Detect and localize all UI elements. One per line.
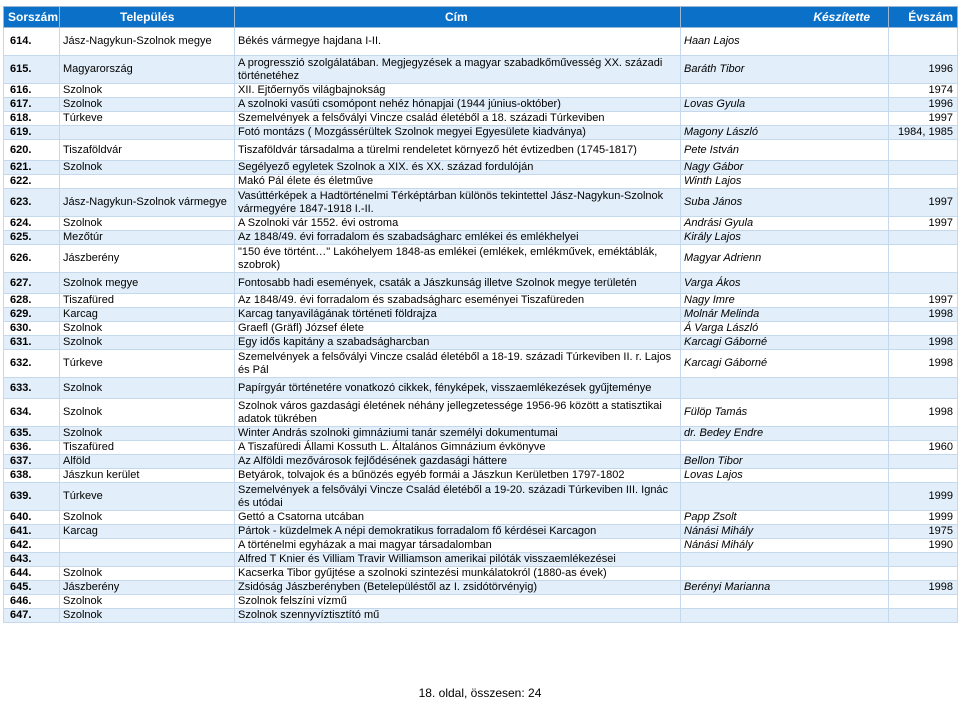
table-row (4, 28, 958, 56)
cell-author (681, 378, 889, 399)
table-row (4, 350, 958, 378)
cell-title: Fotó montázs ( Mozgássérültek Szolnok megyei Egyesülete kiadványa) (235, 126, 681, 140)
cell-number: 621. (4, 161, 60, 175)
cell-number: 630. (4, 322, 60, 336)
cell-place: Szolnok (60, 98, 235, 112)
table-row (4, 511, 958, 525)
table-row (4, 399, 958, 427)
cell-number: 633. (4, 378, 60, 399)
cell-author: Á Varga László (681, 322, 889, 336)
table-row (4, 56, 958, 84)
table-row (4, 595, 958, 609)
cell-place: Tiszafüred (60, 441, 235, 455)
table-row (4, 217, 958, 231)
cell-title: Papírgyár történetére vonatkozó cikkek, fényképek, visszaemlékezések gyűjteménye (235, 378, 681, 399)
cell-place: Túrkeve (60, 483, 235, 511)
cell-author (681, 595, 889, 609)
cell-author (681, 553, 889, 567)
cell-author: Andrási Gyula (681, 217, 889, 231)
table-row (4, 427, 958, 441)
cell-title: A progresszió szolgálatában. Megjegyzések a magyar szabadkőművesség XX. századi történetéhez (235, 56, 681, 84)
cell-place: Szolnok (60, 399, 235, 427)
cell-place: Szolnok (60, 217, 235, 231)
table-row (4, 483, 958, 511)
cell-number: 625. (4, 231, 60, 245)
cell-place: Tiszafüred (60, 294, 235, 308)
cell-place: Szolnok megye (60, 273, 235, 294)
cell-number: 642. (4, 539, 60, 553)
cell-title: XII. Ejtőernyős világbajnokság (235, 84, 681, 98)
cell-year: 1998 (889, 581, 958, 595)
cell-year (889, 245, 958, 273)
cell-number: 619. (4, 126, 60, 140)
cell-place: Szolnok (60, 336, 235, 350)
cell-year (889, 161, 958, 175)
table-row (4, 336, 958, 350)
table-row (4, 245, 958, 273)
cell-title: Karcag tanyavilágának történeti földrajza (235, 308, 681, 322)
cell-place: Karcag (60, 308, 235, 322)
cell-number: 624. (4, 217, 60, 231)
cell-place (60, 553, 235, 567)
cell-year: 1996 (889, 56, 958, 84)
cell-number: 645. (4, 581, 60, 595)
cell-title: Winter András szolnoki gimnáziumi tanár személyi dokumentumai (235, 427, 681, 441)
cell-title: Tiszaföldvár társadalma a türelmi rendeletet környező hét évtizedben (1745-1817) (235, 140, 681, 161)
cell-title: Alfred T Knier és Villiam Travir Williamson amerikai pilóták visszaemlékezései (235, 553, 681, 567)
cell-title: Az Alföldi mezővárosok fejlődésének gazdasági háttere (235, 455, 681, 469)
cell-place: Szolnok (60, 161, 235, 175)
cell-year: 1974 (889, 84, 958, 98)
cell-author: Nánási Mihály (681, 539, 889, 553)
cell-title: Békés vármegye hajdana I-II. (235, 28, 681, 56)
cell-author: Pete István (681, 140, 889, 161)
cell-year: 1999 (889, 483, 958, 511)
cell-title: A Tiszafüredi Állami Kossuth L. Általános Gimnázium évkönyve (235, 441, 681, 455)
table-row (4, 84, 958, 98)
cell-year: 1997 (889, 189, 958, 217)
table-row (4, 455, 958, 469)
cell-year: 1975 (889, 525, 958, 539)
cell-place: Szolnok (60, 595, 235, 609)
cell-number: 637. (4, 455, 60, 469)
cell-author: Bellon Tibor (681, 455, 889, 469)
cell-place: Túrkeve (60, 112, 235, 126)
cell-place: Túrkeve (60, 350, 235, 378)
cell-author: Papp Zsolt (681, 511, 889, 525)
cell-number: 626. (4, 245, 60, 273)
cell-year: 1998 (889, 308, 958, 322)
cell-number: 627. (4, 273, 60, 294)
cell-place: Karcag (60, 525, 235, 539)
cell-number: 634. (4, 399, 60, 427)
cell-place: Jászberény (60, 245, 235, 273)
cell-number: 635. (4, 427, 60, 441)
cell-author: Nagy Gábor (681, 161, 889, 175)
cell-title: Zsidóság Jászberényben (Betelepüléstől az I. zsidótörvényig) (235, 581, 681, 595)
table-row (4, 112, 958, 126)
cell-title: Fontosabb hadi események, csaták a Jászkunság illetve Szolnok megye területén (235, 273, 681, 294)
cell-number: 615. (4, 56, 60, 84)
cell-year: 1998 (889, 399, 958, 427)
cell-year: 1998 (889, 350, 958, 378)
cell-author: Magyar Adrienn (681, 245, 889, 273)
cell-year: 1984, 1985 (889, 126, 958, 140)
cell-title: Gettó a Csatorna utcában (235, 511, 681, 525)
cell-number: 638. (4, 469, 60, 483)
cell-year: 1997 (889, 112, 958, 126)
cell-place (60, 175, 235, 189)
cell-place: Szolnok (60, 378, 235, 399)
cell-author (681, 567, 889, 581)
cell-year (889, 322, 958, 336)
cell-year (889, 231, 958, 245)
table-row (4, 378, 958, 399)
cell-number: 623. (4, 189, 60, 217)
table-row (4, 161, 958, 175)
table-row (4, 294, 958, 308)
cell-author: Suba János (681, 189, 889, 217)
cell-title: "150 éve történt…" Lakóhelyem 1848-as emlékei (emlékek, emlékművek, eméktáblák, szobrok) (235, 245, 681, 273)
cell-author: Lovas Lajos (681, 469, 889, 483)
cell-author: Molnár Melinda (681, 308, 889, 322)
cell-author: Winth Lajos (681, 175, 889, 189)
cell-place: Szolnok (60, 567, 235, 581)
cell-number: 640. (4, 511, 60, 525)
cell-author (681, 112, 889, 126)
cell-author (681, 483, 889, 511)
cell-author: Karcagi Gáborné (681, 336, 889, 350)
cell-place: Mezőtúr (60, 231, 235, 245)
cell-title: A Szolnoki vár 1552. évi ostroma (235, 217, 681, 231)
cell-number: 629. (4, 308, 60, 322)
cell-title: Szolnok város gazdasági életének néhány jellegzetessége 1956-96 között a statisztikai adatok tükrében (235, 399, 681, 427)
header-author: Készítette (681, 7, 889, 28)
cell-place: Jászkun kerület (60, 469, 235, 483)
cell-title: Kacserka Tibor gyűjtése a szolnoki szintezési munkálatokról (1880-as évek) (235, 567, 681, 581)
table-row (4, 273, 958, 294)
header-number: Sorszám (4, 7, 60, 28)
cell-number: 636. (4, 441, 60, 455)
cell-place: Alföld (60, 455, 235, 469)
cell-number: 641. (4, 525, 60, 539)
table-row (4, 231, 958, 245)
cell-author: Varga Ákos (681, 273, 889, 294)
cell-year (889, 175, 958, 189)
cell-title: Betyárok, tolvajok és a bűnözés egyéb formái a Jászkun Kerületben 1797-1802 (235, 469, 681, 483)
cell-place: Szolnok (60, 609, 235, 623)
cell-title: Graefl (Gräfl) József élete (235, 322, 681, 336)
cell-author: dr. Bedey Endre (681, 427, 889, 441)
cell-year: 1960 (889, 441, 958, 455)
cell-title: Segélyező egyletek Szolnok a XIX. és XX. század fordulóján (235, 161, 681, 175)
cell-place: Szolnok (60, 322, 235, 336)
cell-number: 632. (4, 350, 60, 378)
cell-title: Szolnok felszíni vízmű (235, 595, 681, 609)
cell-title: Az 1848/49. évi forradalom és szabadságharc emlékei és emlékhelyei (235, 231, 681, 245)
cell-title: Egy idős kapitány a szabadságharcban (235, 336, 681, 350)
table-row (4, 525, 958, 539)
cell-number: 639. (4, 483, 60, 511)
table-row (4, 609, 958, 623)
cell-place: Tiszaföldvár (60, 140, 235, 161)
cell-author (681, 441, 889, 455)
cell-place (60, 539, 235, 553)
cell-author: Fülöp Tamás (681, 399, 889, 427)
table-row (4, 553, 958, 567)
cell-title: A történelmi egyházak a mai magyar társadalomban (235, 539, 681, 553)
cell-author: Magony László (681, 126, 889, 140)
catalog-table (3, 6, 958, 623)
header-title: Cím (235, 7, 681, 28)
cell-author: Király Lajos (681, 231, 889, 245)
cell-title: Szolnok szennyvíztisztító mű (235, 609, 681, 623)
cell-author (681, 609, 889, 623)
cell-number: 616. (4, 84, 60, 98)
cell-number: 628. (4, 294, 60, 308)
cell-place: Szolnok (60, 427, 235, 441)
cell-year (889, 378, 958, 399)
table-row (4, 126, 958, 140)
cell-place: Szolnok (60, 84, 235, 98)
cell-year: 1997 (889, 217, 958, 231)
table-row (4, 441, 958, 455)
table-row (4, 189, 958, 217)
catalog-sheet (3, 6, 957, 623)
cell-number: 631. (4, 336, 60, 350)
cell-year: 1999 (889, 511, 958, 525)
cell-place: Magyarország (60, 56, 235, 84)
header-year: Évszám (889, 7, 958, 28)
cell-number: 614. (4, 28, 60, 56)
cell-title: Makó Pál élete és életműve (235, 175, 681, 189)
cell-title: Szemelvények a felsővályi Vincze család életéből a 18. századi Túrkeviben (235, 112, 681, 126)
cell-number: 646. (4, 595, 60, 609)
cell-author (681, 84, 889, 98)
cell-year (889, 28, 958, 56)
cell-author: Karcagi Gáborné (681, 350, 889, 378)
cell-place: Jászberény (60, 581, 235, 595)
cell-year (889, 609, 958, 623)
cell-title: Pártok - küzdelmek A népi demokratikus forradalom fő kérdései Karcagon (235, 525, 681, 539)
cell-year (889, 427, 958, 441)
header-place: Település (60, 7, 235, 28)
cell-number: 618. (4, 112, 60, 126)
cell-title: Szemelvények a felsővályi Vincze család életéből a 18-19. századi Túrkeviben II. r. Lajos és Pál (235, 350, 681, 378)
cell-title: Szemelvények a felsővályi Vincze Család életéből a 19-20. századi Túrkeviben III. Ignác és utódai (235, 483, 681, 511)
cell-year: 1997 (889, 294, 958, 308)
cell-place: Jász-Nagykun-Szolnok megye (60, 28, 235, 56)
cell-number: 644. (4, 567, 60, 581)
cell-title: Az 1848/49. évi forradalom és szabadságharc eseményei Tiszafüreden (235, 294, 681, 308)
cell-author: Haan Lajos (681, 28, 889, 56)
cell-number: 622. (4, 175, 60, 189)
table-row (4, 175, 958, 189)
cell-year (889, 469, 958, 483)
table-body (4, 28, 958, 623)
table-row (4, 469, 958, 483)
cell-year: 1996 (889, 98, 958, 112)
cell-place (60, 126, 235, 140)
cell-place: Jász-Nagykun-Szolnok vármegye (60, 189, 235, 217)
cell-year (889, 553, 958, 567)
cell-year (889, 140, 958, 161)
cell-number: 620. (4, 140, 60, 161)
header-row (4, 7, 958, 28)
cell-year: 1998 (889, 336, 958, 350)
cell-title: Vasúttérképek a Hadtörténelmi Térképtárban különös tekintettel Jász-Nagykun-Szolnok vármegyére 1847-1918 I.-II. (235, 189, 681, 217)
table-row (4, 539, 958, 553)
cell-year: 1990 (889, 539, 958, 553)
cell-year (889, 595, 958, 609)
table-row (4, 140, 958, 161)
cell-year (889, 567, 958, 581)
cell-number: 617. (4, 98, 60, 112)
cell-author: Lovas Gyula (681, 98, 889, 112)
cell-author: Nagy Imre (681, 294, 889, 308)
cell-title: A szolnoki vasúti csomópont nehéz hónapjai (1944 június-október) (235, 98, 681, 112)
table-row (4, 98, 958, 112)
cell-year (889, 455, 958, 469)
cell-author: Baráth Tibor (681, 56, 889, 84)
cell-year (889, 273, 958, 294)
table-row (4, 322, 958, 336)
cell-place: Szolnok (60, 511, 235, 525)
table-row (4, 567, 958, 581)
table-row (4, 308, 958, 322)
cell-number: 643. (4, 553, 60, 567)
cell-author: Nánási Mihály (681, 525, 889, 539)
table-row (4, 581, 958, 595)
cell-number: 647. (4, 609, 60, 623)
page-footer: 18. oldal, összesen: 24 (418, 686, 542, 700)
cell-author: Berényi Marianna (681, 581, 889, 595)
